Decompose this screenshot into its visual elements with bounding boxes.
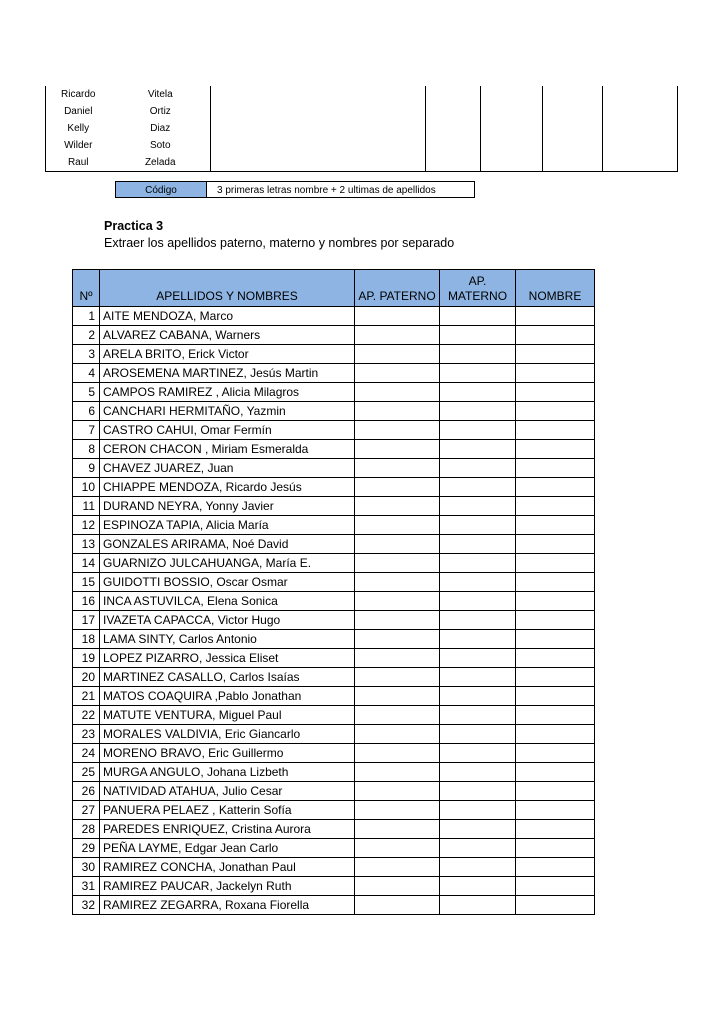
row-nombre-cell[interactable] (516, 307, 595, 326)
codigo-description: 3 primeras letras nombre + 2 ultimas de apellidos (207, 181, 475, 198)
row-ap-materno-cell[interactable] (440, 497, 516, 516)
row-ap-paterno-cell[interactable] (355, 896, 440, 915)
codigo-label: Código (115, 181, 207, 198)
row-ap-paterno-cell[interactable] (355, 649, 440, 668)
top-surname-cell: Soto (149, 140, 171, 151)
row-nombre-cell[interactable] (516, 896, 595, 915)
row-number: 30 (73, 858, 100, 877)
top-blank-cell (603, 86, 678, 103)
top-blank-cell (481, 103, 543, 120)
top-surname-cell: Zelada (111, 154, 211, 172)
top-name-cell: Kelly (46, 120, 111, 137)
table-row (73, 326, 595, 345)
row-number: 25 (73, 763, 100, 782)
row-ap-paterno-cell[interactable] (355, 820, 440, 839)
table-row (73, 820, 595, 839)
row-ap-materno-cell[interactable] (440, 611, 516, 630)
top-blank-cell (603, 137, 678, 154)
row-ap-paterno-cell[interactable] (355, 801, 440, 820)
table-row (73, 440, 595, 459)
row-full-name: PANUERA PELAEZ , Katterin Sofía (100, 801, 355, 820)
table-row (73, 573, 595, 592)
table-row (73, 744, 595, 763)
row-nombre-cell[interactable] (516, 421, 595, 440)
top-blank-cell (426, 154, 481, 172)
top-blank-cell (211, 154, 426, 172)
row-nombre-cell[interactable] (516, 535, 595, 554)
top-name-cell: Wilder (46, 137, 111, 154)
table-row (73, 782, 595, 801)
row-nombre-cell[interactable] (516, 554, 595, 573)
row-full-name: ALVAREZ CABANA, Warners (100, 326, 355, 345)
top-blank-cell (543, 86, 603, 103)
row-ap-materno-cell[interactable] (440, 630, 516, 649)
row-nombre-cell[interactable] (516, 630, 595, 649)
row-ap-materno-cell[interactable] (440, 307, 516, 326)
top-names-table (45, 86, 678, 172)
row-number: 16 (73, 592, 100, 611)
table-row (73, 459, 595, 478)
top-blank-cell (211, 86, 426, 103)
row-number: 11 (73, 497, 100, 516)
row-nombre-cell[interactable] (516, 820, 595, 839)
row-ap-paterno-cell[interactable] (355, 497, 440, 516)
row-ap-paterno-cell[interactable] (355, 782, 440, 801)
table-header-row (73, 270, 595, 307)
table-row (73, 801, 595, 820)
row-nombre-cell[interactable] (516, 858, 595, 877)
row-ap-paterno-cell[interactable] (355, 668, 440, 687)
top-blank-cell (603, 154, 678, 172)
table-row (73, 421, 595, 440)
row-number: 21 (73, 687, 100, 706)
row-ap-materno-cell[interactable] (440, 896, 516, 915)
row-ap-paterno-cell[interactable] (355, 535, 440, 554)
row-number: 31 (73, 877, 100, 896)
row-full-name: AROSEMENA MARTINEZ, Jesús Martin (100, 364, 355, 383)
row-ap-materno-cell[interactable] (440, 440, 516, 459)
row-ap-paterno-cell[interactable] (355, 725, 440, 744)
row-ap-materno-cell[interactable] (440, 858, 516, 877)
top-surname-cell: Ortiz (149, 106, 171, 117)
codigo-row (115, 181, 475, 198)
row-ap-paterno-cell[interactable] (355, 877, 440, 896)
row-ap-paterno-cell[interactable] (355, 478, 440, 497)
row-number: 13 (73, 535, 100, 554)
table-row (73, 687, 595, 706)
row-nombre-cell[interactable] (516, 801, 595, 820)
row-number: 26 (73, 782, 100, 801)
row-number: 28 (73, 820, 100, 839)
row-nombre-cell[interactable] (516, 383, 595, 402)
row-full-name: GUIDOTTI BOSSIO, Oscar Osmar (100, 573, 355, 592)
row-ap-materno-cell[interactable] (440, 744, 516, 763)
row-ap-materno-cell[interactable] (440, 725, 516, 744)
row-nombre-cell[interactable] (516, 839, 595, 858)
row-nombre-cell[interactable] (516, 326, 595, 345)
row-number: 32 (73, 896, 100, 915)
row-nombre-cell[interactable] (516, 687, 595, 706)
row-ap-materno-cell[interactable] (440, 801, 516, 820)
row-nombre-cell[interactable] (516, 744, 595, 763)
table-row (73, 706, 595, 725)
row-full-name: ARELA BRITO, Erick Victor (100, 345, 355, 364)
header-num: Nº (73, 270, 100, 307)
top-name-cell: Daniel (46, 103, 111, 120)
row-ap-paterno-cell[interactable] (355, 345, 440, 364)
row-ap-paterno-cell[interactable] (355, 687, 440, 706)
top-blank-cell (543, 103, 603, 120)
row-ap-materno-cell[interactable] (440, 839, 516, 858)
row-nombre-cell[interactable] (516, 877, 595, 896)
header-nombre: NOMBRE (516, 270, 595, 307)
practica-description: Extraer los apellidos paterno, materno y nombres por separado (104, 236, 455, 250)
row-ap-materno-cell[interactable] (440, 706, 516, 725)
row-ap-paterno-cell[interactable] (355, 459, 440, 478)
row-nombre-cell[interactable] (516, 478, 595, 497)
row-full-name: MURGA ANGULO, Johana Lizbeth (100, 763, 355, 782)
top-blank-cell (543, 154, 603, 172)
table-row (73, 554, 595, 573)
row-number: 27 (73, 801, 100, 820)
top-blank-cell (481, 154, 543, 172)
row-number: 5 (73, 383, 100, 402)
row-ap-materno-cell[interactable] (440, 649, 516, 668)
row-number: 23 (73, 725, 100, 744)
top-blank-cell (426, 137, 481, 154)
row-number: 8 (73, 440, 100, 459)
table-row (73, 383, 595, 402)
row-nombre-cell[interactable] (516, 611, 595, 630)
row-nombre-cell[interactable] (516, 706, 595, 725)
header-ap-paterno: AP. PATERNO (355, 270, 440, 307)
row-ap-materno-cell[interactable] (440, 668, 516, 687)
row-full-name: CAMPOS RAMIREZ , Alicia Milagros (100, 383, 355, 402)
row-nombre-cell[interactable] (516, 725, 595, 744)
table-row (73, 592, 595, 611)
top-surname-cell: Diaz (150, 123, 171, 134)
row-ap-paterno-cell[interactable] (355, 763, 440, 782)
row-full-name: RAMIREZ ZEGARRA, Roxana Fiorella (100, 896, 355, 915)
table-row (73, 630, 595, 649)
names-table-body (73, 307, 595, 915)
top-surname-cell: Vitela (147, 89, 173, 100)
row-number: 6 (73, 402, 100, 421)
table-row (73, 307, 595, 326)
row-number: 19 (73, 649, 100, 668)
row-number: 15 (73, 573, 100, 592)
row-ap-materno-cell[interactable] (440, 345, 516, 364)
row-number: 7 (73, 421, 100, 440)
table-row (73, 402, 595, 421)
top-blank-cell (426, 120, 481, 137)
row-full-name: DURAND NEYRA, Yonny Javier (100, 497, 355, 516)
row-full-name: LAMA SINTY, Carlos Antonio (100, 630, 355, 649)
row-ap-paterno-cell[interactable] (355, 440, 440, 459)
table-row (73, 535, 595, 554)
row-ap-paterno-cell[interactable] (355, 611, 440, 630)
row-number: 9 (73, 459, 100, 478)
row-ap-paterno-cell[interactable] (355, 307, 440, 326)
row-ap-paterno-cell[interactable] (355, 706, 440, 725)
row-ap-paterno-cell[interactable] (355, 554, 440, 573)
row-ap-paterno-cell[interactable] (355, 402, 440, 421)
table-row (73, 896, 595, 915)
row-ap-paterno-cell[interactable] (355, 573, 440, 592)
row-ap-paterno-cell[interactable] (355, 383, 440, 402)
row-nombre-cell[interactable] (516, 592, 595, 611)
table-row (73, 611, 595, 630)
row-number: 24 (73, 744, 100, 763)
row-full-name: PEÑA LAYME, Edgar Jean Carlo (100, 839, 355, 858)
row-number: 4 (73, 364, 100, 383)
table-row (73, 345, 595, 364)
row-full-name: RAMIREZ PAUCAR, Jackelyn Ruth (100, 877, 355, 896)
row-ap-paterno-cell[interactable] (355, 326, 440, 345)
row-full-name: MARTINEZ CASALLO, Carlos Isaías (100, 668, 355, 687)
row-number: 17 (73, 611, 100, 630)
row-nombre-cell[interactable] (516, 459, 595, 478)
top-blank-cell (543, 137, 603, 154)
top-table-row (46, 103, 678, 120)
row-full-name: PAREDES ENRIQUEZ, Cristina Aurora (100, 820, 355, 839)
row-ap-materno-cell[interactable] (440, 763, 516, 782)
row-number: 12 (73, 516, 100, 535)
table-row (73, 858, 595, 877)
row-nombre-cell[interactable] (516, 573, 595, 592)
table-row (73, 497, 595, 516)
row-full-name: NATIVIDAD ATAHUA, Julio Cesar (100, 782, 355, 801)
table-row (73, 668, 595, 687)
row-nombre-cell[interactable] (516, 668, 595, 687)
row-number: 22 (73, 706, 100, 725)
row-full-name: IVAZETA CAPACCA, Victor Hugo (100, 611, 355, 630)
top-blank-cell (426, 103, 481, 120)
names-table (72, 269, 595, 915)
row-nombre-cell[interactable] (516, 345, 595, 364)
row-full-name: GONZALES ARIRAMA, Noé David (100, 535, 355, 554)
top-blank-cell (211, 103, 426, 120)
row-number: 20 (73, 668, 100, 687)
table-row (73, 725, 595, 744)
top-name-cell: Raul (46, 154, 111, 172)
top-table-row (46, 154, 678, 172)
row-ap-materno-cell[interactable] (440, 554, 516, 573)
row-nombre-cell[interactable] (516, 763, 595, 782)
row-ap-materno-cell[interactable] (440, 478, 516, 497)
row-ap-paterno-cell[interactable] (355, 364, 440, 383)
table-row (73, 516, 595, 535)
row-full-name: CANCHARI HERMITAÑO, Yazmin (100, 402, 355, 421)
row-ap-materno-cell[interactable] (440, 402, 516, 421)
top-table-row (46, 120, 678, 137)
table-row (73, 478, 595, 497)
practica-title: Practica 3 (104, 219, 164, 233)
row-nombre-cell[interactable] (516, 782, 595, 801)
top-blank-cell (603, 120, 678, 137)
top-name-cell: Ricardo (46, 86, 111, 103)
row-number: 14 (73, 554, 100, 573)
table-row (73, 649, 595, 668)
row-ap-paterno-cell[interactable] (355, 516, 440, 535)
row-full-name: LOPEZ PIZARRO, Jessica Eliset (100, 649, 355, 668)
top-blank-cell (211, 120, 426, 137)
row-ap-materno-cell[interactable] (440, 687, 516, 706)
row-full-name: CASTRO CAHUI, Omar Fermín (100, 421, 355, 440)
top-blank-cell (481, 120, 543, 137)
row-number: 2 (73, 326, 100, 345)
row-number: 10 (73, 478, 100, 497)
row-ap-materno-cell[interactable] (440, 421, 516, 440)
row-ap-paterno-cell[interactable] (355, 421, 440, 440)
row-nombre-cell[interactable] (516, 497, 595, 516)
header-full-name: APELLIDOS Y NOMBRES (100, 270, 355, 307)
row-number: 1 (73, 307, 100, 326)
top-blank-cell (481, 137, 543, 154)
row-ap-materno-cell[interactable] (440, 782, 516, 801)
top-blank-cell (603, 103, 678, 120)
row-nombre-cell[interactable] (516, 516, 595, 535)
row-full-name: MORENO BRAVO, Eric Guillermo (100, 744, 355, 763)
row-nombre-cell[interactable] (516, 364, 595, 383)
row-full-name: RAMIREZ CONCHA, Jonathan Paul (100, 858, 355, 877)
row-ap-materno-cell[interactable] (440, 383, 516, 402)
top-blank-cell (426, 86, 481, 103)
row-ap-materno-cell[interactable] (440, 516, 516, 535)
table-row (73, 877, 595, 896)
row-ap-materno-cell[interactable] (440, 820, 516, 839)
row-ap-materno-cell[interactable] (440, 326, 516, 345)
row-full-name: ESPINOZA TAPIA, Alicia María (100, 516, 355, 535)
row-nombre-cell[interactable] (516, 402, 595, 421)
table-row (73, 364, 595, 383)
row-full-name: MORALES VALDIVIA, Eric Giancarlo (100, 725, 355, 744)
table-row (73, 763, 595, 782)
row-nombre-cell[interactable] (516, 649, 595, 668)
top-blank-cell (543, 120, 603, 137)
top-names-body (46, 86, 678, 172)
top-blank-cell (481, 86, 543, 103)
row-ap-paterno-cell[interactable] (355, 592, 440, 611)
row-ap-paterno-cell[interactable] (355, 839, 440, 858)
row-ap-materno-cell[interactable] (440, 459, 516, 478)
header-ap-materno-line1: AP. (468, 274, 487, 288)
row-nombre-cell[interactable] (516, 440, 595, 459)
row-ap-materno-cell[interactable] (440, 535, 516, 554)
row-full-name: MATOS COAQUIRA ,Pablo Jonathan (100, 687, 355, 706)
table-row (73, 839, 595, 858)
row-full-name: CHAVEZ JUAREZ, Juan (100, 459, 355, 478)
row-number: 29 (73, 839, 100, 858)
row-number: 3 (73, 345, 100, 364)
row-ap-paterno-cell[interactable] (355, 858, 440, 877)
row-ap-materno-cell[interactable] (440, 364, 516, 383)
top-blank-cell (211, 137, 426, 154)
row-full-name: CERON CHACON , Miriam Esmeralda (100, 440, 355, 459)
header-ap-materno (440, 270, 516, 307)
row-number: 18 (73, 630, 100, 649)
row-full-name: AITE MENDOZA, Marco (100, 307, 355, 326)
row-ap-materno-cell[interactable] (440, 573, 516, 592)
row-ap-paterno-cell[interactable] (355, 744, 440, 763)
row-full-name: INCA ASTUVILCA, Elena Sonica (100, 592, 355, 611)
row-ap-paterno-cell[interactable] (355, 630, 440, 649)
row-ap-materno-cell[interactable] (440, 877, 516, 896)
header-ap-materno-line2: MATERNO (447, 289, 508, 303)
row-full-name: MATUTE VENTURA, Miguel Paul (100, 706, 355, 725)
row-ap-materno-cell[interactable] (440, 592, 516, 611)
row-full-name: GUARNIZO JULCAHUANGA, María E. (100, 554, 355, 573)
top-table-row (46, 137, 678, 154)
top-table-row (46, 86, 678, 103)
row-full-name: CHIAPPE MENDOZA, Ricardo Jesús (100, 478, 355, 497)
